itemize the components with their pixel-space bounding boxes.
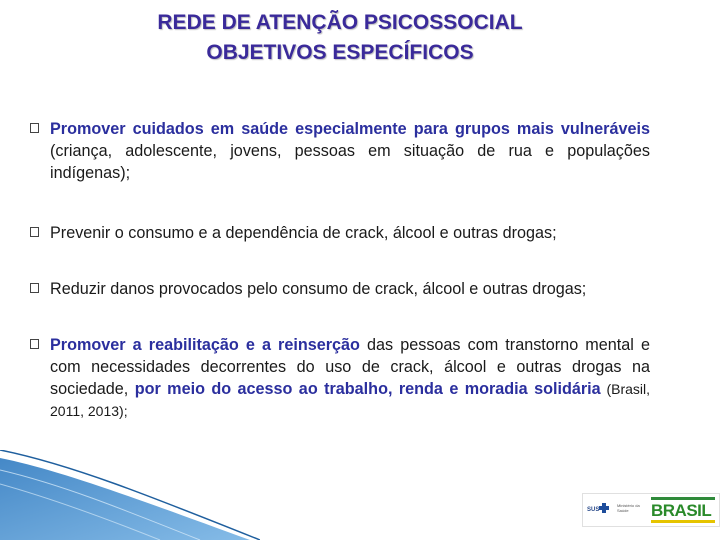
item-text: das pessoas com transtorno mental e com necessidades decorrentes do uso de crack, álcool e outras drogas na sociedade, <box>50 336 650 398</box>
sus-logo: SUS <box>587 507 600 513</box>
citation: (Brasil, 2011, 2013); <box>50 381 651 419</box>
item-highlight-2: por meio do acesso ao trabalho, renda e moradia solidária <box>134 380 601 398</box>
list-item <box>30 278 650 300</box>
bullet-icon <box>30 123 39 133</box>
item-text: Prevenir o consumo e a dependência de crack, álcool e outras drogas; <box>50 224 557 242</box>
bullet-icon <box>30 227 39 237</box>
slide-title <box>0 8 680 68</box>
brasil-logo: BRASIL <box>651 501 712 520</box>
health-cross-icon <box>599 503 609 513</box>
ministry-logo-text: Ministério da Saúde <box>617 503 640 513</box>
item-text: (criança, adolescente, jovens, pessoas em situação de rua e populações indígenas); <box>50 142 650 182</box>
list-item <box>30 334 650 422</box>
item-text: Reduzir danos provocados pelo consumo de crack, álcool e outras drogas; <box>50 280 587 298</box>
list-item <box>30 118 650 184</box>
title-line-2: OBJETIVOS ESPECÍFICOS <box>206 41 474 64</box>
bullet-icon <box>30 339 39 349</box>
decorative-wave <box>0 450 260 540</box>
title-line-1: REDE DE ATENÇÃO PSICOSSOCIAL <box>157 11 523 34</box>
item-highlight: Promover a reabilitação e a reinserção <box>50 336 360 354</box>
brasil-stripe-top <box>651 497 715 500</box>
bullet-icon <box>30 283 39 293</box>
item-highlight: Promover cuidados em saúde especialmente para grupos mais vulneráveis <box>50 120 650 138</box>
footer-logos <box>582 493 720 527</box>
list-item <box>30 222 650 244</box>
brasil-stripe-bottom <box>651 520 715 523</box>
